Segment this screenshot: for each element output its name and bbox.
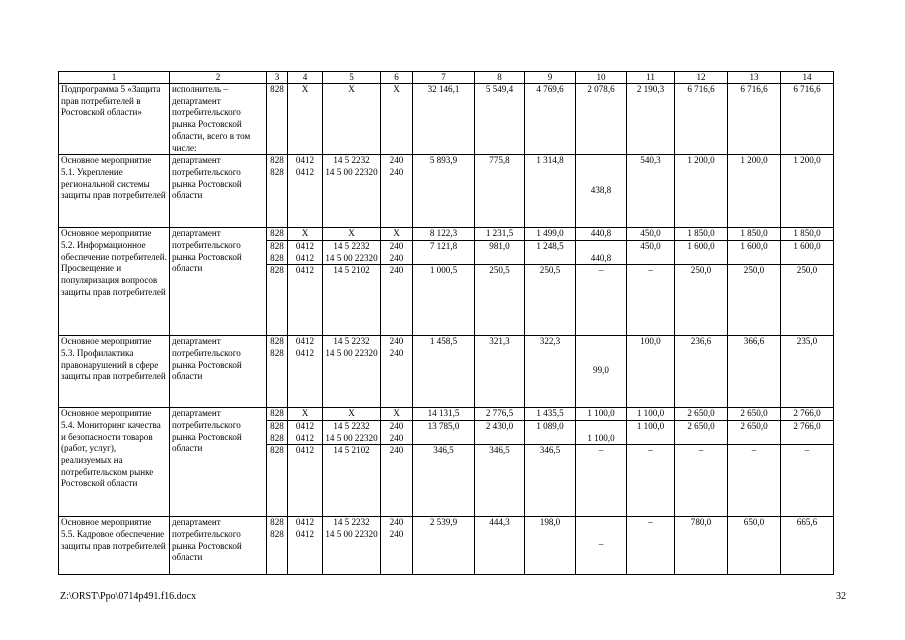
data-cell — [525, 408, 576, 517]
data-cell — [288, 336, 323, 408]
column-header: 14 — [781, 72, 834, 84]
cell-value: – — [781, 444, 833, 457]
cell-value: 828 — [270, 432, 284, 443]
table-row — [59, 228, 834, 336]
cell-value: 2 190,3 — [636, 84, 665, 94]
cell-value — [728, 433, 780, 445]
cell-value: Х — [393, 84, 400, 94]
cell-value: 828 — [270, 408, 284, 419]
data-cell — [413, 336, 475, 408]
data-cell — [675, 155, 728, 228]
data-cell — [381, 408, 413, 517]
program-name-cell: Основное мероприятие 5.3. Профилактика правонарушений в сфере защиты прав потребителей — [59, 336, 170, 408]
data-cell — [323, 336, 381, 408]
program-name-cell: Основное мероприятие 5.4. Мониторинг качества и безопасности товаров (работ, услуг), реализуемых на потребительском рынке Ростовской области — [59, 408, 170, 517]
data-cell — [728, 408, 781, 517]
cell-value: 240 — [389, 517, 404, 528]
data-cell — [381, 228, 413, 336]
data-cell — [288, 228, 323, 336]
cell-value: 14 5 2232 — [323, 420, 380, 433]
cell-value: 240 — [381, 264, 412, 277]
cell-value — [475, 348, 524, 360]
data-cell — [413, 228, 475, 336]
cell-value: Х — [301, 408, 309, 419]
cell-value: 1 248,5 — [525, 240, 575, 253]
cell-value: 240 — [389, 528, 404, 539]
column-header: 7 — [413, 72, 475, 84]
cell-value: 240 — [381, 444, 412, 457]
data-cell — [576, 155, 627, 228]
cell-value — [675, 253, 727, 265]
cell-value: 198,0 — [539, 517, 561, 528]
cell-value: 0412 — [288, 444, 322, 457]
page-number: 32 — [836, 591, 846, 602]
cell-value: 828 — [270, 155, 284, 166]
cell-value: 1 600,0 — [728, 240, 780, 253]
cell-value: 665,6 — [796, 517, 818, 528]
cell-value: 1 100,0 — [636, 408, 665, 419]
cell-value: 2 650,0 — [740, 408, 768, 419]
program-name-cell: Основное мероприятие 5.2. Информационное обеспечение потребителей. Просвещение и популяризация вопросов защиты прав потребителей — [59, 228, 170, 336]
cell-value: 14 5 2232 — [333, 336, 370, 347]
cell-value: 1 200,0 — [687, 155, 715, 166]
cell-value: 14 5 2232 — [333, 155, 370, 166]
cell-value: 32 146,1 — [427, 84, 460, 94]
data-cell — [413, 84, 475, 155]
cell-value: Х — [348, 84, 355, 94]
cell-value: 0412 — [288, 264, 322, 277]
cell-value: 236,6 — [690, 336, 712, 347]
cell-value: 775,8 — [489, 155, 510, 166]
executor-cell: исполнитель – департамент потребительского рынка Ростовской области, всего в том числе: — [170, 84, 267, 155]
cell-value — [475, 253, 524, 265]
footer-file-path: Z:\ORST\Ppo\0714p491.f16.docx — [60, 591, 197, 602]
cell-value — [525, 433, 575, 445]
cell-value: 346,5 — [475, 444, 524, 457]
cell-value: 438,8 — [590, 184, 612, 195]
cell-value: 828 — [267, 240, 287, 253]
data-cell — [267, 84, 288, 155]
cell-value: 8 122,3 — [429, 228, 458, 239]
cell-value: 0412 — [295, 528, 315, 539]
cell-value: 828 — [270, 347, 284, 358]
cell-value: 1 600,0 — [675, 240, 727, 253]
data-cell — [525, 336, 576, 408]
data-cell — [413, 155, 475, 228]
cell-value: 2 650,0 — [728, 420, 780, 433]
cell-value — [413, 433, 474, 445]
cell-value: 14 5 2102 — [323, 444, 380, 457]
data-cell — [525, 155, 576, 228]
data-cell — [475, 84, 525, 155]
data-cell — [381, 155, 413, 228]
cell-value: 450,0 — [627, 240, 674, 253]
cell-value: – — [576, 444, 626, 457]
data-cell — [728, 228, 781, 336]
data-cell — [381, 517, 413, 575]
executor-cell: департамент потребительского рынка Ростовской области — [170, 155, 267, 228]
cell-value: 540,3 — [640, 155, 661, 166]
cell-value: 240 — [389, 166, 404, 177]
cell-value — [728, 348, 780, 360]
cell-value: 828 — [267, 264, 287, 277]
cell-value — [627, 348, 674, 360]
cell-value: – — [627, 444, 674, 457]
cell-value: 1 499,0 — [536, 228, 564, 239]
cell-value — [413, 348, 474, 360]
table-row — [59, 84, 834, 155]
data-cell — [781, 155, 834, 228]
table-row — [59, 408, 834, 517]
cell-value: 14 5 00 22320 — [325, 252, 378, 263]
cell-value: 240 — [389, 432, 404, 443]
cell-value: – — [728, 444, 780, 457]
executor-cell: департамент потребительского рынка Ростовской области — [170, 408, 267, 517]
data-cell — [781, 517, 834, 575]
data-cell — [728, 155, 781, 228]
cell-value — [728, 529, 780, 541]
cell-value — [475, 529, 524, 541]
executor-cell: департамент потребительского рынка Ростовской области — [170, 517, 267, 575]
cell-value: 0412 — [295, 432, 315, 443]
data-cell — [381, 84, 413, 155]
cell-value: 1 000,5 — [413, 264, 474, 277]
cell-value: 100,0 — [640, 336, 661, 347]
cell-value: 1 100,0 — [587, 432, 615, 443]
column-header: 8 — [475, 72, 525, 84]
cell-value: 1 850,0 — [740, 228, 768, 239]
cell-value: Х — [348, 228, 355, 239]
cell-value: – — [627, 264, 674, 277]
cell-value — [525, 167, 575, 179]
cell-value: 2 766,0 — [793, 408, 821, 419]
cell-value: 828 — [270, 166, 284, 177]
data-cell — [267, 408, 288, 517]
cell-value: 346,5 — [525, 444, 575, 457]
cell-value: 0412 — [295, 336, 315, 347]
data-cell — [475, 228, 525, 336]
column-header: 4 — [288, 72, 323, 84]
data-cell — [288, 84, 323, 155]
executor-cell: департамент потребительского рынка Ростовской области — [170, 228, 267, 336]
cell-value — [475, 167, 524, 179]
cell-value: 1 458,5 — [429, 336, 458, 347]
cell-value: 99,0 — [593, 365, 609, 376]
cell-value: 440,8 — [590, 228, 612, 239]
data-cell — [627, 155, 675, 228]
cell-value: 14 5 00 22320 — [325, 347, 378, 358]
cell-value — [675, 167, 727, 179]
cell-value: 240 — [389, 252, 404, 263]
cell-value: 828 — [270, 528, 284, 539]
data-cell — [576, 84, 627, 155]
data-cell — [627, 408, 675, 517]
column-header: 6 — [381, 72, 413, 84]
data-cell — [525, 228, 576, 336]
cell-value — [781, 167, 833, 179]
cell-value: 6 716,6 — [793, 84, 821, 94]
cell-value: 0412 — [295, 347, 315, 358]
data-cell — [288, 155, 323, 228]
cell-value: 0412 — [295, 166, 315, 177]
cell-value: 828 — [267, 420, 287, 433]
cell-value: 828 — [270, 336, 284, 347]
cell-value: 7 121,8 — [413, 240, 474, 253]
cell-value: 14 5 2102 — [323, 264, 380, 277]
data-cell — [323, 228, 381, 336]
table-header-row — [59, 72, 834, 84]
cell-value: 1 200,0 — [740, 155, 768, 166]
data-cell — [576, 336, 627, 408]
data-cell — [627, 84, 675, 155]
cell-value: 2 650,0 — [675, 420, 727, 433]
cell-value — [728, 253, 780, 265]
cell-value: Х — [301, 228, 309, 239]
table-row — [59, 155, 834, 228]
cell-value: 250,0 — [781, 264, 833, 277]
cell-value — [675, 529, 727, 541]
table-row — [59, 517, 834, 575]
data-cell — [781, 408, 834, 517]
cell-value: 828 — [270, 517, 284, 528]
data-cell — [413, 408, 475, 517]
cell-value: 0412 — [288, 240, 322, 253]
cell-value: 2 650,0 — [687, 408, 715, 419]
column-header: 11 — [627, 72, 675, 84]
cell-value: 0412 — [295, 517, 315, 528]
cell-value: 14 5 00 22320 — [325, 166, 378, 177]
cell-value: Х — [393, 408, 400, 419]
cell-value: 14 5 00 22320 — [325, 528, 378, 539]
cell-value: 450,0 — [640, 228, 661, 239]
cell-value: 981,0 — [475, 240, 524, 253]
cell-value — [413, 167, 474, 179]
column-header: 9 — [525, 72, 576, 84]
data-cell — [627, 336, 675, 408]
data-cell — [288, 517, 323, 575]
cell-value: 240 — [381, 240, 412, 253]
cell-value: 1 850,0 — [687, 228, 715, 239]
cell-value — [781, 433, 833, 445]
data-cell — [728, 84, 781, 155]
cell-value — [525, 348, 575, 360]
cell-value: 250,0 — [675, 264, 727, 277]
data-cell — [781, 228, 834, 336]
cell-value: 828 — [270, 228, 284, 239]
cell-value: 1 200,0 — [793, 155, 821, 166]
data-cell — [675, 408, 728, 517]
cell-value: 240 — [389, 347, 404, 358]
program-table — [58, 71, 834, 575]
column-header: 2 — [170, 72, 267, 84]
cell-value: 0412 — [295, 252, 315, 263]
column-header: 12 — [675, 72, 728, 84]
cell-value: 780,0 — [690, 517, 712, 528]
cell-value — [781, 529, 833, 541]
cell-value: 1 100,0 — [587, 408, 615, 419]
cell-value: 14 5 2232 — [333, 517, 370, 528]
cell-value: 2 776,5 — [485, 408, 514, 419]
data-cell — [413, 517, 475, 575]
cell-value: Х — [348, 408, 355, 419]
cell-value — [781, 253, 833, 265]
data-cell — [781, 336, 834, 408]
cell-value: 2 078,6 — [587, 84, 615, 94]
cell-value: 322,3 — [539, 336, 561, 347]
cell-value: 250,0 — [728, 264, 780, 277]
program-name-cell: Подпрограмма 5 «Защита прав потребителей в Ростовской области» — [59, 84, 170, 155]
cell-value: 828 — [270, 252, 284, 263]
cell-value: 828 — [270, 84, 284, 94]
data-cell — [781, 84, 834, 155]
cell-value: 828 — [267, 444, 287, 457]
cell-value: – — [675, 444, 727, 457]
data-cell — [475, 336, 525, 408]
cell-value — [627, 167, 674, 179]
cell-value — [675, 433, 727, 445]
cell-value — [475, 433, 524, 445]
cell-value — [675, 348, 727, 360]
cell-value: Х — [393, 228, 400, 239]
data-cell — [323, 517, 381, 575]
cell-value: 1 231,5 — [485, 228, 514, 239]
cell-value — [413, 529, 474, 541]
data-cell — [728, 517, 781, 575]
cell-value: 240 — [389, 336, 404, 347]
cell-value: 366,6 — [743, 336, 765, 347]
cell-value: – — [576, 264, 626, 277]
cell-value — [781, 348, 833, 360]
cell-value — [627, 433, 674, 445]
cell-value: 6 716,6 — [687, 84, 715, 94]
cell-value: 235,0 — [796, 336, 818, 347]
data-cell — [525, 517, 576, 575]
column-header: 10 — [576, 72, 627, 84]
cell-value: Х — [301, 84, 309, 94]
data-cell — [627, 517, 675, 575]
cell-value: 440,8 — [590, 252, 612, 263]
cell-value: 2 539,9 — [429, 517, 458, 528]
executor-cell: департамент потребительского рынка Ростовской области — [170, 336, 267, 408]
cell-value: 4 769,6 — [536, 84, 564, 94]
cell-value: 240 — [381, 420, 412, 433]
data-cell — [475, 517, 525, 575]
column-header: 3 — [267, 72, 288, 84]
cell-value — [728, 167, 780, 179]
column-header: 1 — [59, 72, 170, 84]
cell-value: 346,5 — [413, 444, 474, 457]
cell-value: 444,3 — [489, 517, 510, 528]
cell-value: 6 716,6 — [740, 84, 768, 94]
cell-value — [413, 253, 474, 265]
data-cell — [267, 336, 288, 408]
data-cell — [675, 517, 728, 575]
data-cell — [288, 408, 323, 517]
cell-value: 14 5 2232 — [323, 240, 380, 253]
cell-value: 1 435,5 — [536, 408, 564, 419]
cell-value: 321,3 — [489, 336, 510, 347]
cell-value: 1 600,0 — [781, 240, 833, 253]
cell-value: 1 100,0 — [627, 420, 674, 433]
cell-value: – — [598, 539, 604, 550]
data-cell — [267, 155, 288, 228]
data-cell — [475, 408, 525, 517]
data-cell — [576, 408, 627, 517]
cell-value: 1 850,0 — [793, 228, 821, 239]
data-cell — [267, 517, 288, 575]
program-name-cell: Основное мероприятие 5.1. Укрепление региональной системы защиты прав потребителей — [59, 155, 170, 228]
column-header: 13 — [728, 72, 781, 84]
cell-value — [525, 529, 575, 541]
data-cell — [525, 84, 576, 155]
cell-value: – — [648, 517, 653, 528]
column-header: 5 — [323, 72, 381, 84]
table-row — [59, 336, 834, 408]
cell-value — [576, 240, 626, 253]
cell-value: 13 785,0 — [413, 420, 474, 433]
data-cell — [576, 517, 627, 575]
data-cell — [381, 336, 413, 408]
data-cell — [675, 336, 728, 408]
cell-value: 5 549,4 — [485, 84, 514, 94]
data-cell — [267, 228, 288, 336]
cell-value: 5 893,9 — [429, 155, 458, 166]
cell-value: 1 314,8 — [536, 155, 564, 166]
data-cell — [675, 84, 728, 155]
cell-value: 250,5 — [525, 264, 575, 277]
cell-value — [576, 420, 626, 433]
cell-value: 14 131,5 — [427, 408, 460, 419]
cell-value — [627, 529, 674, 541]
data-cell — [475, 155, 525, 228]
data-cell — [576, 228, 627, 336]
cell-value: 2 766,0 — [781, 420, 833, 433]
cell-value: 240 — [389, 155, 404, 166]
data-cell — [323, 84, 381, 155]
data-cell — [627, 228, 675, 336]
cell-value: 14 5 00 22320 — [325, 432, 378, 443]
cell-value: 250,5 — [475, 264, 524, 277]
data-cell — [675, 228, 728, 336]
cell-value — [627, 253, 674, 265]
data-cell — [323, 155, 381, 228]
data-cell — [323, 408, 381, 517]
cell-value: 0412 — [288, 420, 322, 433]
cell-value: 0412 — [295, 155, 315, 166]
cell-value — [525, 253, 575, 265]
cell-value: 650,0 — [743, 517, 765, 528]
program-name-cell: Основное мероприятие 5.5. Кадровое обеспечение защиты прав потребителей — [59, 517, 170, 575]
cell-value: 1 089,0 — [525, 420, 575, 433]
data-cell — [728, 336, 781, 408]
cell-value: 2 430,0 — [475, 420, 524, 433]
